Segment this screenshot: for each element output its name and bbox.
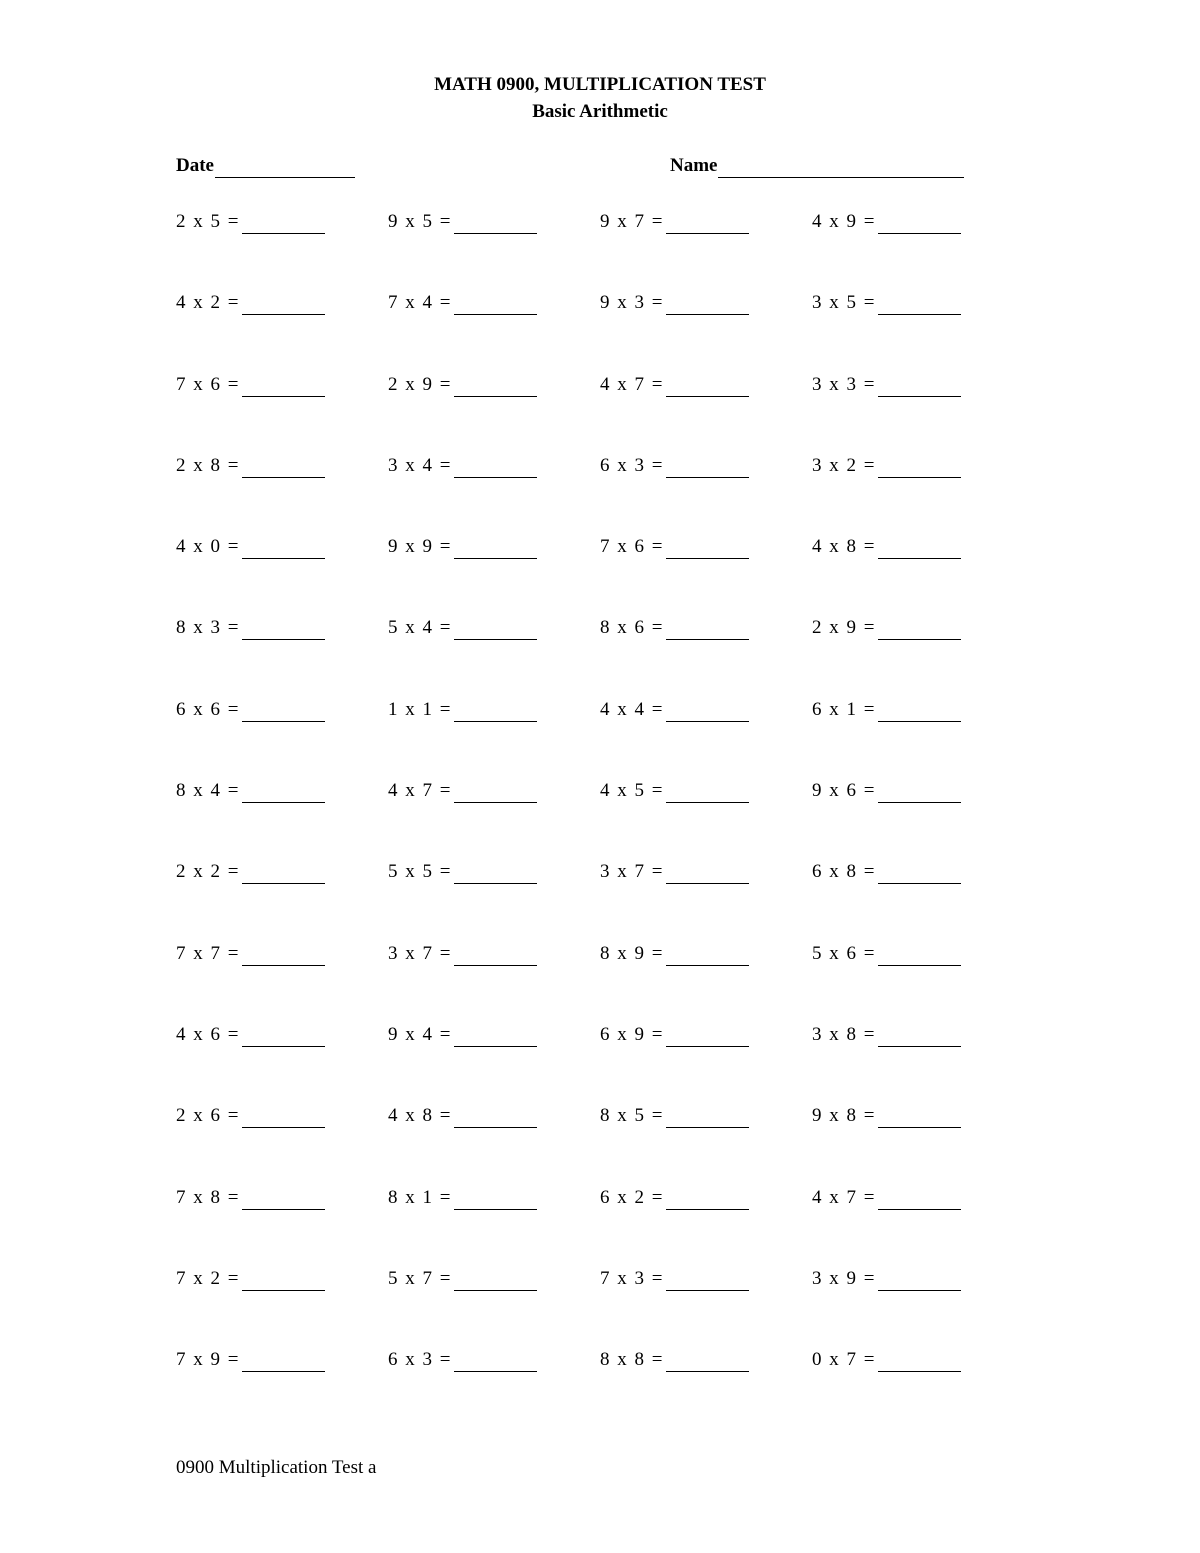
answer-blank[interactable] <box>666 1026 749 1047</box>
problem-item <box>600 769 812 803</box>
answer-blank[interactable] <box>878 945 961 966</box>
problem-expression: 6 x 3 = <box>388 1349 452 1371</box>
answer-blank[interactable] <box>454 1026 537 1047</box>
answer-blank[interactable] <box>666 1107 749 1128</box>
answer-blank[interactable] <box>454 376 537 397</box>
problem-item <box>388 1338 600 1372</box>
problem-expression: 4 x 9 = <box>812 211 876 232</box>
problem-expression: 3 x 4 = <box>388 454 452 476</box>
problem-item <box>812 688 1024 722</box>
answer-blank[interactable] <box>878 538 961 559</box>
answer-blank[interactable] <box>878 376 961 397</box>
answer-blank[interactable] <box>666 863 749 884</box>
problem-expression: 6 x 3 = <box>600 454 664 476</box>
problem-expression: 6 x 2 = <box>600 1186 664 1208</box>
problem-item <box>176 200 388 234</box>
problem-item <box>812 525 1024 559</box>
date-field <box>176 154 355 178</box>
answer-blank[interactable] <box>242 863 325 884</box>
answer-blank[interactable] <box>878 619 961 640</box>
problem-expression: 8 x 1 = <box>388 1186 452 1208</box>
answer-blank[interactable] <box>242 701 325 722</box>
problem-item <box>388 363 600 397</box>
problem-item <box>388 688 600 722</box>
problem-item <box>812 444 1024 478</box>
problem-item <box>176 606 388 640</box>
problem-expression: 4 x 7 = <box>388 780 452 802</box>
problem-item <box>388 769 600 803</box>
answer-blank[interactable] <box>454 213 537 234</box>
answer-blank[interactable] <box>242 1189 325 1210</box>
problem-item <box>812 1338 1024 1372</box>
problem-item <box>812 1094 1024 1128</box>
problem-expression: 3 x 8 = <box>812 1023 876 1045</box>
answer-blank[interactable] <box>454 1270 537 1291</box>
problem-expression: 2 x 8 = <box>176 454 240 476</box>
answer-blank[interactable] <box>454 701 537 722</box>
problem-expression: 7 x 6 = <box>176 373 240 395</box>
problem-expression: 9 x 4 = <box>388 1023 452 1045</box>
answer-blank[interactable] <box>242 457 325 478</box>
problem-item <box>176 769 388 803</box>
problem-grid <box>176 200 1024 1419</box>
problem-expression: 4 x 6 = <box>176 1023 240 1045</box>
problem-expression: 3 x 3 = <box>812 373 876 395</box>
answer-blank[interactable] <box>878 863 961 884</box>
problem-expression: 7 x 7 = <box>176 942 240 964</box>
problem-expression: 2 x 5 = <box>176 211 240 232</box>
problem-expression: 8 x 4 = <box>176 780 240 802</box>
problem-item <box>600 363 812 397</box>
answer-blank[interactable] <box>242 1270 325 1291</box>
problem-item <box>176 932 388 966</box>
problem-expression: 4 x 8 = <box>388 1105 452 1127</box>
problem-item <box>388 525 600 559</box>
date-label: Date <box>176 155 214 176</box>
problem-expression: 5 x 5 = <box>388 861 452 883</box>
problem-expression: 8 x 5 = <box>600 1105 664 1127</box>
answer-blank[interactable] <box>454 1107 537 1128</box>
problem-item <box>812 1257 1024 1291</box>
answer-blank[interactable] <box>666 701 749 722</box>
problem-expression: 2 x 6 = <box>176 1105 240 1127</box>
problem-expression: 2 x 2 = <box>176 861 240 883</box>
answer-blank[interactable] <box>242 1351 325 1372</box>
problem-item <box>600 1176 812 1210</box>
answer-blank[interactable] <box>242 1026 325 1047</box>
answer-blank[interactable] <box>878 1107 961 1128</box>
problem-item <box>812 200 1024 234</box>
problem-item <box>176 281 388 315</box>
problem-item <box>600 525 812 559</box>
answer-blank[interactable] <box>454 619 537 640</box>
problem-item <box>600 850 812 884</box>
problem-expression: 7 x 9 = <box>176 1349 240 1371</box>
problem-expression: 6 x 9 = <box>600 1023 664 1045</box>
problem-item <box>176 1257 388 1291</box>
problem-expression: 9 x 8 = <box>812 1105 876 1127</box>
problem-expression: 7 x 8 = <box>176 1186 240 1208</box>
problem-item <box>600 1013 812 1047</box>
problem-expression: 9 x 9 = <box>388 536 452 558</box>
answer-blank[interactable] <box>454 1189 537 1210</box>
page-subtitle: Basic Arithmetic <box>532 101 668 122</box>
problem-item <box>176 1094 388 1128</box>
answer-blank[interactable] <box>242 294 325 315</box>
problem-expression: 8 x 6 = <box>600 617 664 639</box>
answer-blank[interactable] <box>666 294 749 315</box>
problem-item <box>176 363 388 397</box>
problem-expression: 3 x 9 = <box>812 1267 876 1289</box>
answer-blank[interactable] <box>666 945 749 966</box>
problem-expression: 3 x 7 = <box>388 942 452 964</box>
problem-item <box>388 1257 600 1291</box>
problem-expression: 7 x 2 = <box>176 1267 240 1289</box>
problem-item <box>176 444 388 478</box>
answer-blank[interactable] <box>242 619 325 640</box>
answer-blank[interactable] <box>666 1351 749 1372</box>
answer-blank[interactable] <box>878 213 961 234</box>
problem-expression: 5 x 7 = <box>388 1267 452 1289</box>
problem-item <box>600 281 812 315</box>
problem-item <box>388 850 600 884</box>
problem-item <box>600 932 812 966</box>
answer-blank[interactable] <box>454 294 537 315</box>
problem-expression: 7 x 3 = <box>600 1267 664 1289</box>
answer-blank[interactable] <box>666 1189 749 1210</box>
problem-expression: 9 x 6 = <box>812 780 876 802</box>
answer-blank[interactable] <box>878 701 961 722</box>
problem-expression: 9 x 3 = <box>600 292 664 314</box>
problem-item <box>812 1176 1024 1210</box>
problem-expression: 8 x 3 = <box>176 617 240 639</box>
problem-expression: 6 x 6 = <box>176 698 240 720</box>
problem-expression: 4 x 2 = <box>176 292 240 314</box>
problem-item <box>600 1094 812 1128</box>
problem-expression: 4 x 0 = <box>176 536 240 558</box>
answer-blank[interactable] <box>878 782 961 803</box>
problem-expression: 1 x 1 = <box>388 698 452 720</box>
problem-item <box>600 200 812 234</box>
answer-blank[interactable] <box>666 457 749 478</box>
problem-expression: 4 x 5 = <box>600 780 664 802</box>
answer-blank[interactable] <box>242 376 325 397</box>
answer-blank[interactable] <box>454 863 537 884</box>
problem-expression: 9 x 7 = <box>600 211 664 232</box>
problem-expression: 5 x 4 = <box>388 617 452 639</box>
problem-item <box>600 1257 812 1291</box>
problem-expression: 8 x 9 = <box>600 942 664 964</box>
problem-item <box>388 606 600 640</box>
problem-expression: 2 x 9 = <box>812 617 876 639</box>
problem-expression: 2 x 9 = <box>388 373 452 395</box>
problem-expression: 0 x 7 = <box>812 1349 876 1371</box>
answer-blank[interactable] <box>878 1351 961 1372</box>
problem-expression: 8 x 8 = <box>600 1349 664 1371</box>
problem-item <box>388 444 600 478</box>
answer-blank[interactable] <box>454 1351 537 1372</box>
answer-blank[interactable] <box>666 1270 749 1291</box>
problem-item <box>388 281 600 315</box>
problem-item <box>176 525 388 559</box>
problem-item <box>600 444 812 478</box>
problem-item <box>176 1338 388 1372</box>
problem-item <box>812 606 1024 640</box>
name-field <box>670 154 964 178</box>
problem-item <box>812 932 1024 966</box>
problem-item <box>600 1338 812 1372</box>
problem-expression: 7 x 4 = <box>388 292 452 314</box>
date-blank[interactable] <box>215 158 355 178</box>
answer-blank[interactable] <box>878 294 961 315</box>
answer-blank[interactable] <box>666 376 749 397</box>
answer-blank[interactable] <box>454 945 537 966</box>
problem-item <box>812 363 1024 397</box>
problem-item <box>812 1013 1024 1047</box>
problem-expression: 5 x 6 = <box>812 942 876 964</box>
problem-item <box>812 769 1024 803</box>
problem-item <box>388 1094 600 1128</box>
answer-blank[interactable] <box>666 213 749 234</box>
footer-text: 0900 Multiplication Test a <box>176 1457 377 1478</box>
problem-expression: 6 x 8 = <box>812 861 876 883</box>
answer-blank[interactable] <box>242 945 325 966</box>
problem-item <box>812 281 1024 315</box>
answer-blank[interactable] <box>454 538 537 559</box>
answer-blank[interactable] <box>242 213 325 234</box>
problem-expression: 4 x 7 = <box>600 373 664 395</box>
page-title: MATH 0900, MULTIPLICATION TEST <box>434 74 766 95</box>
problem-expression: 3 x 5 = <box>812 292 876 314</box>
answer-blank[interactable] <box>878 1189 961 1210</box>
problem-item <box>388 1176 600 1210</box>
problem-expression: 4 x 7 = <box>812 1186 876 1208</box>
answer-blank[interactable] <box>242 538 325 559</box>
problem-expression: 9 x 5 = <box>388 211 452 232</box>
problem-expression: 3 x 2 = <box>812 454 876 476</box>
problem-expression: 7 x 6 = <box>600 536 664 558</box>
answer-blank[interactable] <box>454 457 537 478</box>
answer-blank[interactable] <box>242 1107 325 1128</box>
problem-item <box>812 850 1024 884</box>
problem-item <box>176 850 388 884</box>
problem-expression: 6 x 1 = <box>812 698 876 720</box>
answer-blank[interactable] <box>878 1270 961 1291</box>
answer-blank[interactable] <box>454 782 537 803</box>
problem-expression: 4 x 4 = <box>600 698 664 720</box>
problem-item <box>176 1013 388 1047</box>
problem-item <box>176 1176 388 1210</box>
problem-item <box>600 688 812 722</box>
answer-blank[interactable] <box>666 619 749 640</box>
answer-blank[interactable] <box>242 782 325 803</box>
name-label: Name <box>670 155 718 176</box>
answer-blank[interactable] <box>666 538 749 559</box>
problem-item <box>600 606 812 640</box>
problem-item <box>388 200 600 234</box>
answer-blank[interactable] <box>666 782 749 803</box>
problem-item <box>388 1013 600 1047</box>
problem-item <box>388 932 600 966</box>
answer-blank[interactable] <box>878 1026 961 1047</box>
problem-expression: 4 x 8 = <box>812 536 876 558</box>
problem-item <box>176 688 388 722</box>
name-blank[interactable] <box>718 158 964 178</box>
problem-expression: 3 x 7 = <box>600 861 664 883</box>
answer-blank[interactable] <box>878 457 961 478</box>
